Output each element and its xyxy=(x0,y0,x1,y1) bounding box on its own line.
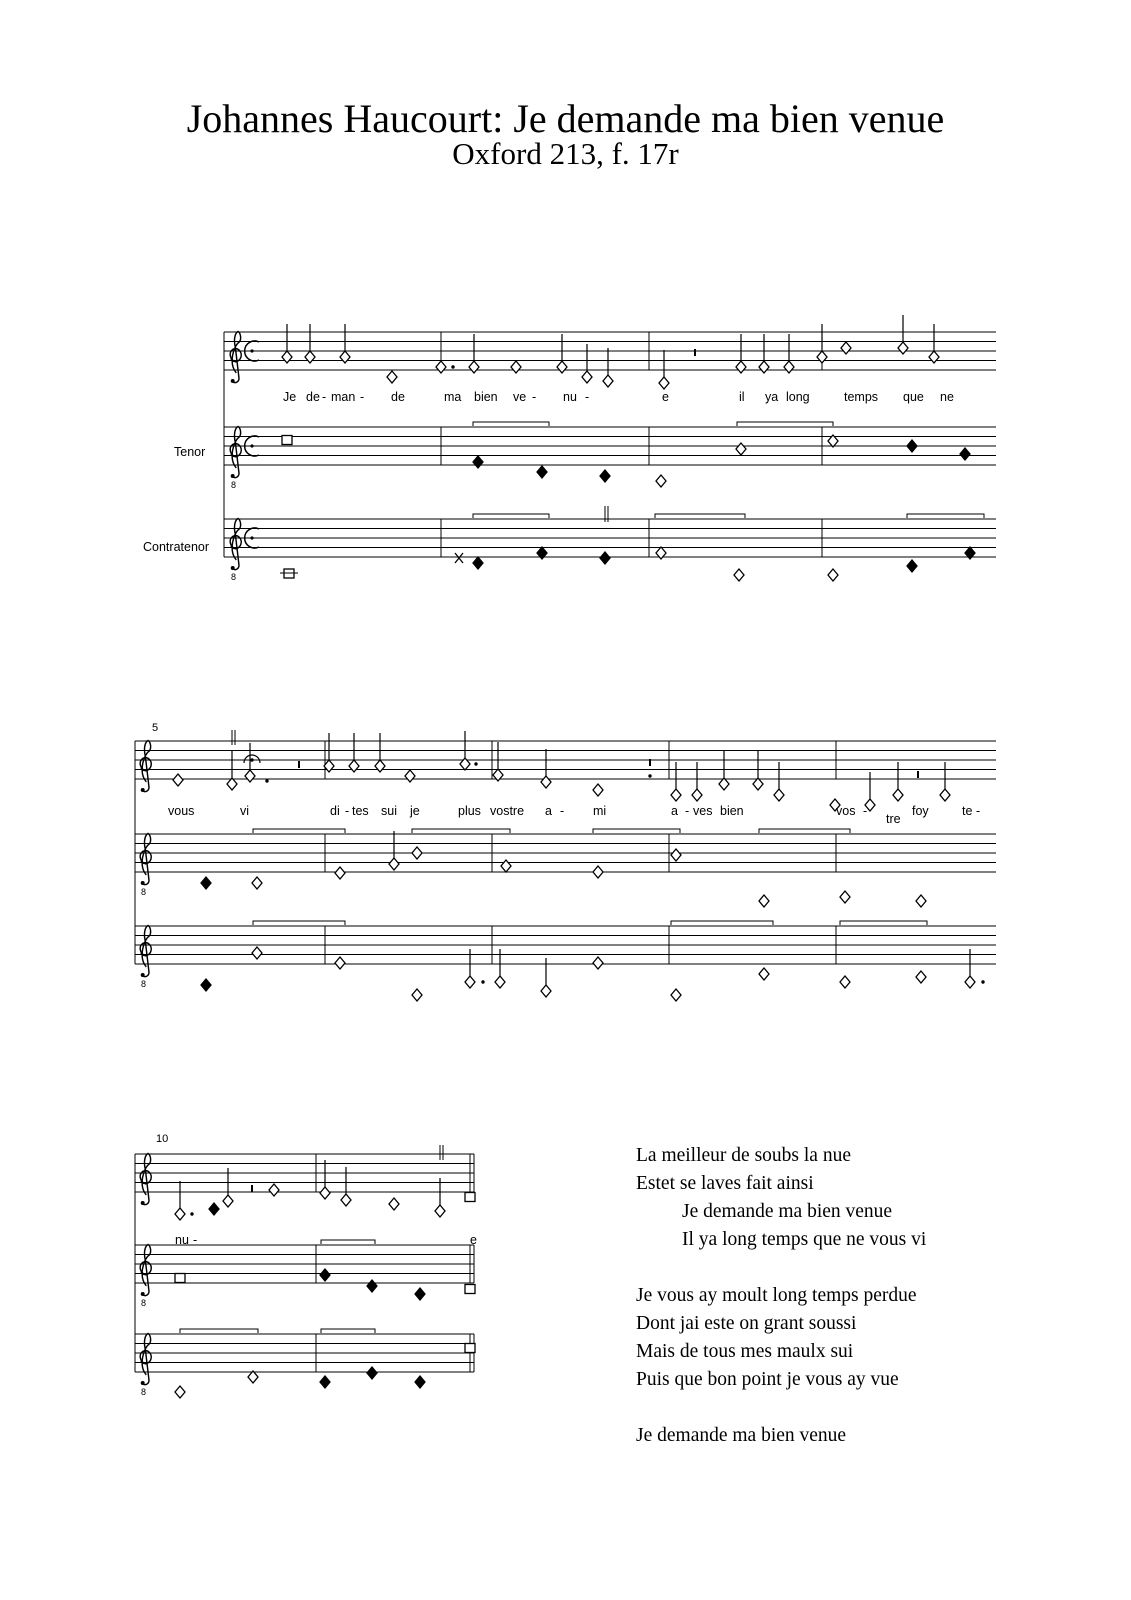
filled-note xyxy=(209,1203,219,1215)
treble-clef-icon xyxy=(140,1244,151,1295)
ligature-bracket xyxy=(473,514,549,518)
treble-clef-icon xyxy=(140,1153,151,1204)
filled-note xyxy=(201,877,211,889)
treble-clef-icon xyxy=(230,518,241,569)
ligature-bracket xyxy=(759,829,850,833)
open-note xyxy=(759,895,769,907)
lyric-syllable: tre xyxy=(886,812,901,826)
filled-note xyxy=(473,557,483,569)
poem-line: Dont jai este on grant soussi xyxy=(636,1313,857,1334)
poem-line-refrain: Je demande ma bien venue xyxy=(636,1425,847,1446)
open-note xyxy=(582,371,592,383)
open-note xyxy=(736,443,746,455)
poem-line: Puis que bon point je vous ay vue xyxy=(636,1369,899,1390)
treble-clef-icon xyxy=(140,925,151,976)
open-note xyxy=(375,760,385,772)
filled-note xyxy=(907,560,917,572)
open-note xyxy=(511,361,521,373)
open-note xyxy=(736,361,746,373)
open-note xyxy=(593,957,603,969)
open-note xyxy=(940,789,950,801)
lyric-syllable: long xyxy=(786,390,810,404)
octave-8-mark: 8 xyxy=(141,1298,147,1308)
lyric-syllable: a xyxy=(545,804,552,818)
open-note xyxy=(305,351,315,363)
treble-clef-icon xyxy=(140,833,151,884)
open-note xyxy=(389,858,399,870)
lyric-syllable: ves xyxy=(693,804,713,818)
open-note xyxy=(227,778,237,790)
lyric-syllable: nu xyxy=(175,1233,189,1247)
breve-note xyxy=(175,1274,185,1283)
lyric-syllable: ne xyxy=(940,390,954,404)
open-note xyxy=(252,877,262,889)
lyric-syllable: Je xyxy=(283,390,297,404)
open-note xyxy=(252,947,262,959)
open-note xyxy=(593,784,603,796)
filled-note xyxy=(473,456,483,468)
open-note xyxy=(282,351,292,363)
lyric-syllable: vous xyxy=(168,804,195,818)
dot-mark xyxy=(981,980,984,983)
lyric-syllable: vostre xyxy=(490,804,525,818)
treble-clef-icon xyxy=(140,1333,151,1384)
octave-8-mark: 8 xyxy=(141,887,147,897)
dot-mark xyxy=(451,365,454,368)
open-note xyxy=(759,361,769,373)
page-title: Johannes Haucourt: Je demande ma bien venue xyxy=(186,96,945,141)
ligature-bracket xyxy=(253,921,345,925)
lyric-syllable: man xyxy=(331,390,356,404)
filled-note xyxy=(320,1269,330,1281)
final-longa-note xyxy=(465,1193,475,1202)
open-note xyxy=(893,789,903,801)
ligature-bracket xyxy=(412,829,510,833)
lyric-syllable: de xyxy=(306,390,320,404)
open-note xyxy=(269,1184,279,1196)
open-note xyxy=(335,867,345,879)
open-note xyxy=(692,789,702,801)
lyric-syllable: - xyxy=(585,390,590,404)
dot-mark xyxy=(190,1212,193,1215)
ligature-bracket xyxy=(671,921,773,925)
treble-clef-icon xyxy=(230,331,241,382)
page-subtitle: Oxford 213, f. 17r xyxy=(452,136,679,171)
lyric-syllable: que xyxy=(903,390,924,404)
octave-8-mark: 8 xyxy=(141,1387,147,1397)
lyric-syllable: de xyxy=(391,390,405,404)
open-note xyxy=(412,847,422,859)
open-note xyxy=(173,774,183,786)
dot-mark xyxy=(474,762,477,765)
filled-note xyxy=(537,466,547,478)
lyric-syllable: foy xyxy=(912,804,929,818)
open-note xyxy=(898,342,908,354)
ligature-bracket xyxy=(321,1240,375,1244)
sharp-icon xyxy=(455,553,463,563)
lyric-syllable: - xyxy=(360,390,365,404)
open-note xyxy=(656,475,666,487)
filled-note xyxy=(367,1280,377,1292)
lyric-syllable: - xyxy=(345,804,350,818)
ligature-bracket xyxy=(473,422,549,426)
open-note xyxy=(593,866,603,878)
lyric-syllable: - xyxy=(863,804,868,818)
open-note xyxy=(817,351,827,363)
open-note xyxy=(349,760,359,772)
open-note xyxy=(175,1386,185,1398)
open-note xyxy=(965,976,975,988)
open-note xyxy=(541,776,551,788)
open-note xyxy=(405,770,415,782)
open-note xyxy=(557,361,567,373)
open-note xyxy=(223,1195,233,1207)
final-longa-note xyxy=(465,1344,475,1353)
open-note xyxy=(341,1194,351,1206)
lyric-syllable: vi xyxy=(240,804,250,818)
filled-note xyxy=(600,552,610,564)
open-note xyxy=(840,976,850,988)
lyric-syllable: - xyxy=(193,1233,198,1247)
open-note xyxy=(175,1208,185,1220)
lyric-syllable: bien xyxy=(474,390,498,404)
lyric-syllable: nu xyxy=(563,390,577,404)
open-note xyxy=(435,1205,445,1217)
open-note xyxy=(753,778,763,790)
open-note xyxy=(387,371,397,383)
ligature-bracket xyxy=(593,829,680,833)
open-note xyxy=(412,989,422,1001)
lyric-syllable: ma xyxy=(444,390,462,404)
open-note xyxy=(916,971,926,983)
filled-note xyxy=(415,1376,425,1388)
dot-mark xyxy=(250,758,253,761)
lyric-syllable: ve xyxy=(513,390,527,404)
open-note xyxy=(469,361,479,373)
ligature-bracket xyxy=(253,829,345,833)
open-note xyxy=(840,891,850,903)
dot-mark xyxy=(265,779,268,782)
open-note xyxy=(759,968,769,980)
poem-line: Je vous ay moult long temps perdue xyxy=(636,1285,917,1306)
lyric-syllable: - xyxy=(560,804,565,818)
open-note xyxy=(501,860,511,872)
lyric-syllable: di xyxy=(330,804,340,818)
open-note xyxy=(784,361,794,373)
filled-note xyxy=(367,1367,377,1379)
filled-note xyxy=(600,470,610,482)
open-note xyxy=(340,351,350,363)
filled-note xyxy=(907,440,917,452)
treble-clef-icon xyxy=(230,426,241,477)
ligature-bracket xyxy=(840,921,927,925)
open-note xyxy=(719,778,729,790)
lyric-syllable: plus xyxy=(458,804,481,818)
octave-8-mark: 8 xyxy=(231,480,237,490)
open-note xyxy=(495,976,505,988)
open-note xyxy=(245,770,255,782)
poem-text xyxy=(636,1142,926,1450)
poem-line: Il ya long temps que ne vous vi xyxy=(682,1229,927,1250)
breve-note xyxy=(282,436,292,445)
ligature-bracket xyxy=(321,1329,375,1333)
filled-note xyxy=(201,979,211,991)
dot-mark xyxy=(481,980,484,983)
lyric-syllable: bien xyxy=(720,804,744,818)
poem-line: Je demande ma bien venue xyxy=(682,1201,893,1222)
voice-label-contratenor: Contratenor xyxy=(143,540,210,554)
lyric-syllable: - xyxy=(976,804,981,818)
open-note xyxy=(841,342,851,354)
open-note xyxy=(671,849,681,861)
poem-line: La meilleur de soubs la nue xyxy=(636,1145,851,1166)
open-note xyxy=(389,1198,399,1210)
open-note xyxy=(671,789,681,801)
dot-mark xyxy=(648,774,651,777)
lyric-syllable: tes xyxy=(352,804,369,818)
open-note xyxy=(465,976,475,988)
lyric-syllable: - xyxy=(322,390,327,404)
lyric-syllable: temps xyxy=(844,390,879,404)
octave-8-mark: 8 xyxy=(141,979,147,989)
open-note xyxy=(320,1187,330,1199)
ligature-bracket xyxy=(737,422,833,426)
open-note xyxy=(541,985,551,997)
open-note xyxy=(774,789,784,801)
lyric-syllable: sui xyxy=(381,804,397,818)
measure-number-10: 10 xyxy=(156,1133,169,1145)
filled-note xyxy=(960,448,970,460)
lyric-syllable: je xyxy=(410,804,420,818)
lyric-syllable: e xyxy=(662,390,669,404)
poem-line: Estet se laves fait ainsi xyxy=(636,1173,814,1194)
ligature-bracket xyxy=(907,514,984,518)
lyric-syllable: mi xyxy=(593,804,607,818)
filled-note xyxy=(320,1376,330,1388)
poem-line: Mais de tous mes maulx sui xyxy=(636,1341,854,1362)
lyric-syllable: - xyxy=(685,804,690,818)
lyric-syllable: te xyxy=(962,804,973,818)
lyric-syllable: ya xyxy=(765,390,779,404)
open-note xyxy=(335,957,345,969)
lyric-syllable: il xyxy=(739,390,745,404)
open-note xyxy=(603,375,613,387)
open-note xyxy=(916,895,926,907)
open-note xyxy=(734,569,744,581)
ligature-bracket xyxy=(180,1329,258,1333)
treble-clef-icon xyxy=(140,740,151,791)
lyric-syllable: vos xyxy=(836,804,856,818)
octave-8-mark: 8 xyxy=(231,572,237,582)
open-note xyxy=(436,361,446,373)
filled-note xyxy=(415,1288,425,1300)
lyric-syllable: a xyxy=(671,804,678,818)
open-note xyxy=(929,351,939,363)
lyric-syllable: - xyxy=(532,390,537,404)
open-note xyxy=(828,569,838,581)
open-note xyxy=(659,377,669,389)
open-note xyxy=(248,1371,258,1383)
open-note xyxy=(671,989,681,1001)
final-longa-note xyxy=(465,1285,475,1294)
measure-number-5: 5 xyxy=(152,722,159,734)
voice-label-tenor: Tenor xyxy=(174,445,206,459)
ligature-bracket xyxy=(655,514,745,518)
lyric-syllable: e xyxy=(470,1233,477,1247)
